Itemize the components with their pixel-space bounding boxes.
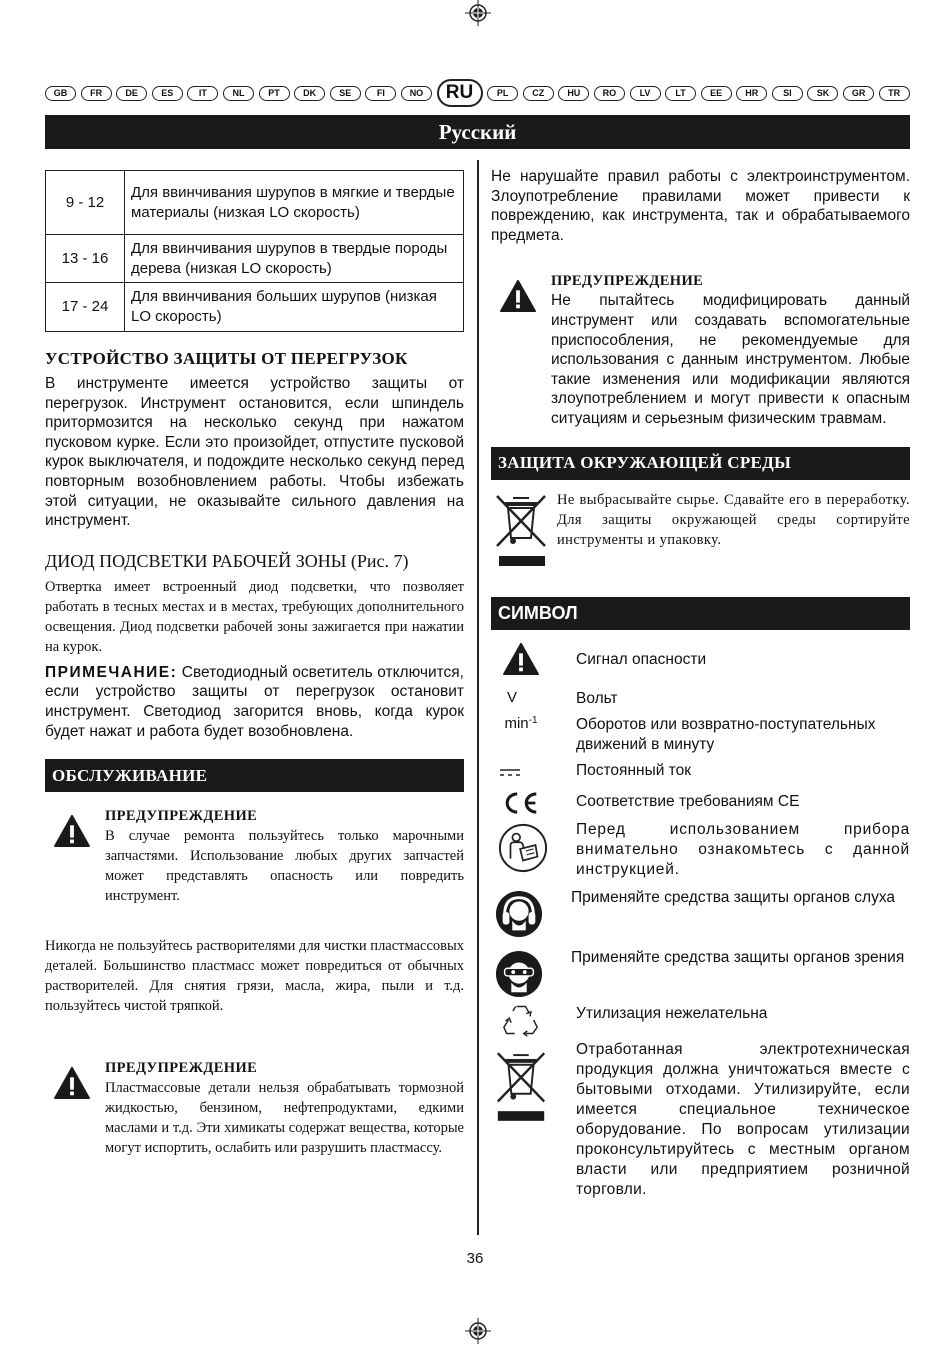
rpm-symbol-exponent: -1 [528,714,538,726]
led-text: Отвертка имеет встроенный диод подсветки, что позволяет работать в тесных местах и в местах, требующих дополнительного освещения. Диод подсветки рабочей зоны зажигается при нажатии на курок. [45,578,464,655]
symbol-text: Вольт [576,689,618,707]
table-cell-desc: Для ввинчивания больших шурупов (низкая LO скорость) [125,283,464,332]
page-number: 36 [466,1250,484,1267]
page-title-text: Русский [438,119,517,144]
language-pill-dk[interactable]: DK [294,86,325,101]
language-pill-it[interactable]: IT [187,86,218,101]
symbol-text: Отработанная электротехническая продукция должна уничтожаться вместе с бытовыми отходами. Утилизируйте, если имеется специальное техническое оборудование. По вопросам утилизации проконсультируйтесь с местным органом власти или предприятием розничной торговли. [576,1040,910,1198]
read-manual-icon [491,822,555,874]
language-pill-lt[interactable]: LT [665,86,696,101]
solvents-text: Никогда не пользуйтесь растворителями для чистки пластмассовых деталей. Большинство пластмасс может повредиться от обычных растворителей. Для снятия грязи, масла, жира, пыли и т.д. пользуйтесь чистой тряпкой. [45,938,464,1015]
column-divider [477,160,479,1235]
language-pill-ro[interactable]: RO [594,86,625,101]
language-pill-tr[interactable]: TR [879,86,910,101]
maintenance-warning-1 [45,806,464,906]
eye-protection-icon [491,950,547,998]
led-heading: ДИОД ПОДСВЕТКИ РАБОЧЕЙ ЗОНЫ (Рис. 7) [45,550,409,571]
warning-triangle-icon [45,806,105,906]
language-pill-gb[interactable]: GB [45,86,76,101]
environment-block [491,490,910,577]
warning-title: ПРЕДУПРЕЖДЕНИЕ [551,273,704,290]
right-column [491,160,910,1230]
symbol-text: Применяйте средства защиты органов слуха [571,888,896,906]
crossed-bin-icon [491,490,551,577]
language-pill-nl[interactable]: NL [223,86,254,101]
table-cell-desc: Для ввинчивания шурупов в твердые породы дерева (низкая LO скорость) [125,235,464,283]
warning-text: В случае ремонта пользуйтесь только марочными запчастями. Использование любых других запчастей может представлять опасность или повредить инструмент. [105,828,464,905]
table-cell-range: 9 - 12 [46,171,125,235]
volt-symbol: V [506,688,517,706]
warning-triangle-icon [45,1058,105,1158]
language-pill-si[interactable]: SI [772,86,803,101]
language-selector [45,80,910,106]
symbol-text: Сигнал опасности [576,650,707,668]
environment-text: Не выбрасывайте сырье. Сдавайте его в переработку. Для защиты окружающей среды сортируйте инструменты и упаковку. [557,491,910,548]
environment-heading [491,447,910,480]
crossed-bin-icon [491,1046,551,1128]
table-cell-range: 13 - 16 [46,235,125,283]
symbol-text: Утилизация нежелательна [576,1004,768,1022]
language-pill-hr[interactable]: HR [736,86,767,101]
language-pill-ru[interactable]: RU [437,79,483,107]
language-pill-hu[interactable]: HU [558,86,589,101]
registration-mark-icon [465,1318,491,1344]
registration-mark-icon [465,0,491,26]
language-pill-cz[interactable]: CZ [523,86,554,101]
warning-triangle-icon [491,642,551,676]
left-column [45,160,464,1158]
language-pill-sk[interactable]: SK [807,86,838,101]
language-pill-de[interactable]: DE [116,86,147,101]
rpm-symbol-base: min [504,714,529,732]
modification-warning [491,271,910,428]
note-label: ПРИМЕЧАНИЕ: [45,663,178,681]
page-title [45,115,910,149]
warning-text: Не пытайтесь модифицировать данный инструмент или создавать вспомогательные приспособления, не рекомендуемые для использования с данным инструментом. Любые такие изменения или модификации являются злоупотреблением и могут привести к опасным ситуациям и серьезным физическим травмам. [551,292,910,427]
ear-protection-icon [491,890,547,938]
table-cell-desc: Для ввинчивания шурупов в мягкие и твердые материалы (низкая LO скорость) [125,171,464,235]
led-note [45,663,464,741]
symbol-text: Постоянный ток [576,761,692,779]
maintenance-heading [45,759,464,792]
table-row [46,235,464,283]
note-text: Светодиодный осветитель отключится, если устройство защиты от перегрузок остановит инструмент. Светодиод загорится вновь, когда курок будет нажат и работа будет возобновлена. [45,663,464,740]
language-pill-fi[interactable]: FI [365,86,396,101]
warning-title: ПРЕДУПРЕЖДЕНИЕ [105,808,258,825]
overload-text: В инструменте имеется устройство защиты от перегрузок. Инструмент остановится, если шпиндель притормозится на несколько секунд при нажатом пусковом курке. Если это произойдет, отпустите пусковой курок выключателя, и подождите несколько секунд перед повторным возобновлением работы. Чтобы избежать этой ситуации, не оказывайте сильного давления на инструмент. [45,375,464,530]
warning-triangle-icon [491,271,551,428]
overload-heading: УСТРОЙСТВО ЗАЩИТЫ ОТ ПЕРЕГРУЗОК [45,349,408,368]
symbols-heading [491,597,910,630]
speed-table [45,170,464,332]
warning-text: Пластмассовые детали нельзя обрабатывать тормозной жидкостью, бензином, нефтепродуктами, едкими маслами и т.д. Эти химикаты содержат вещества, которые могут испортить, ослабить или разрушить пластмассу. [105,1080,464,1157]
language-pill-fr[interactable]: FR [81,86,112,101]
dc-current-icon [491,761,529,777]
language-pill-lv[interactable]: LV [630,86,661,101]
language-pill-ee[interactable]: EE [701,86,732,101]
language-pill-no[interactable]: NO [401,86,432,101]
table-row [46,171,464,235]
language-pill-gr[interactable]: GR [843,86,874,101]
symbol-text: Оборотов или возвратно-поступательных движений в минуту [576,715,876,753]
table-row [46,283,464,332]
rpm-symbol [491,715,551,732]
recycle-icon [491,1002,551,1038]
language-pill-pt[interactable]: PT [259,86,290,101]
symbol-text: Соответствие требованиям CE [576,792,800,810]
language-pill-se[interactable]: SE [330,86,361,101]
language-pill-es[interactable]: ES [152,86,183,101]
symbols-heading-text: СИМВОЛ [498,602,578,623]
maintenance-heading-text: ОБСЛУЖИВАНИЕ [52,765,208,785]
table-cell-range: 17 - 24 [46,283,125,332]
intro-text: Не нарушайте правил работы с электроинструментом. Злоупотребление правилами может привести к повреждению, как инструмента, так и обрабатываемого предмета. [491,168,910,244]
maintenance-warning-2 [45,1058,464,1158]
symbol-text: Применяйте средства защиты органов зрения [571,948,905,966]
symbol-text: Перед использованием прибора внимательно ознакомьтесь с данной инструкцией. [576,820,910,878]
warning-title: ПРЕДУПРЕЖДЕНИЕ [105,1060,258,1077]
environment-heading-text: ЗАЩИТА ОКРУЖАЮЩЕЙ СРЕДЫ [498,453,792,473]
language-pill-pl[interactable]: PL [487,86,518,101]
ce-mark-icon [491,790,547,816]
symbol-list [491,630,910,1230]
